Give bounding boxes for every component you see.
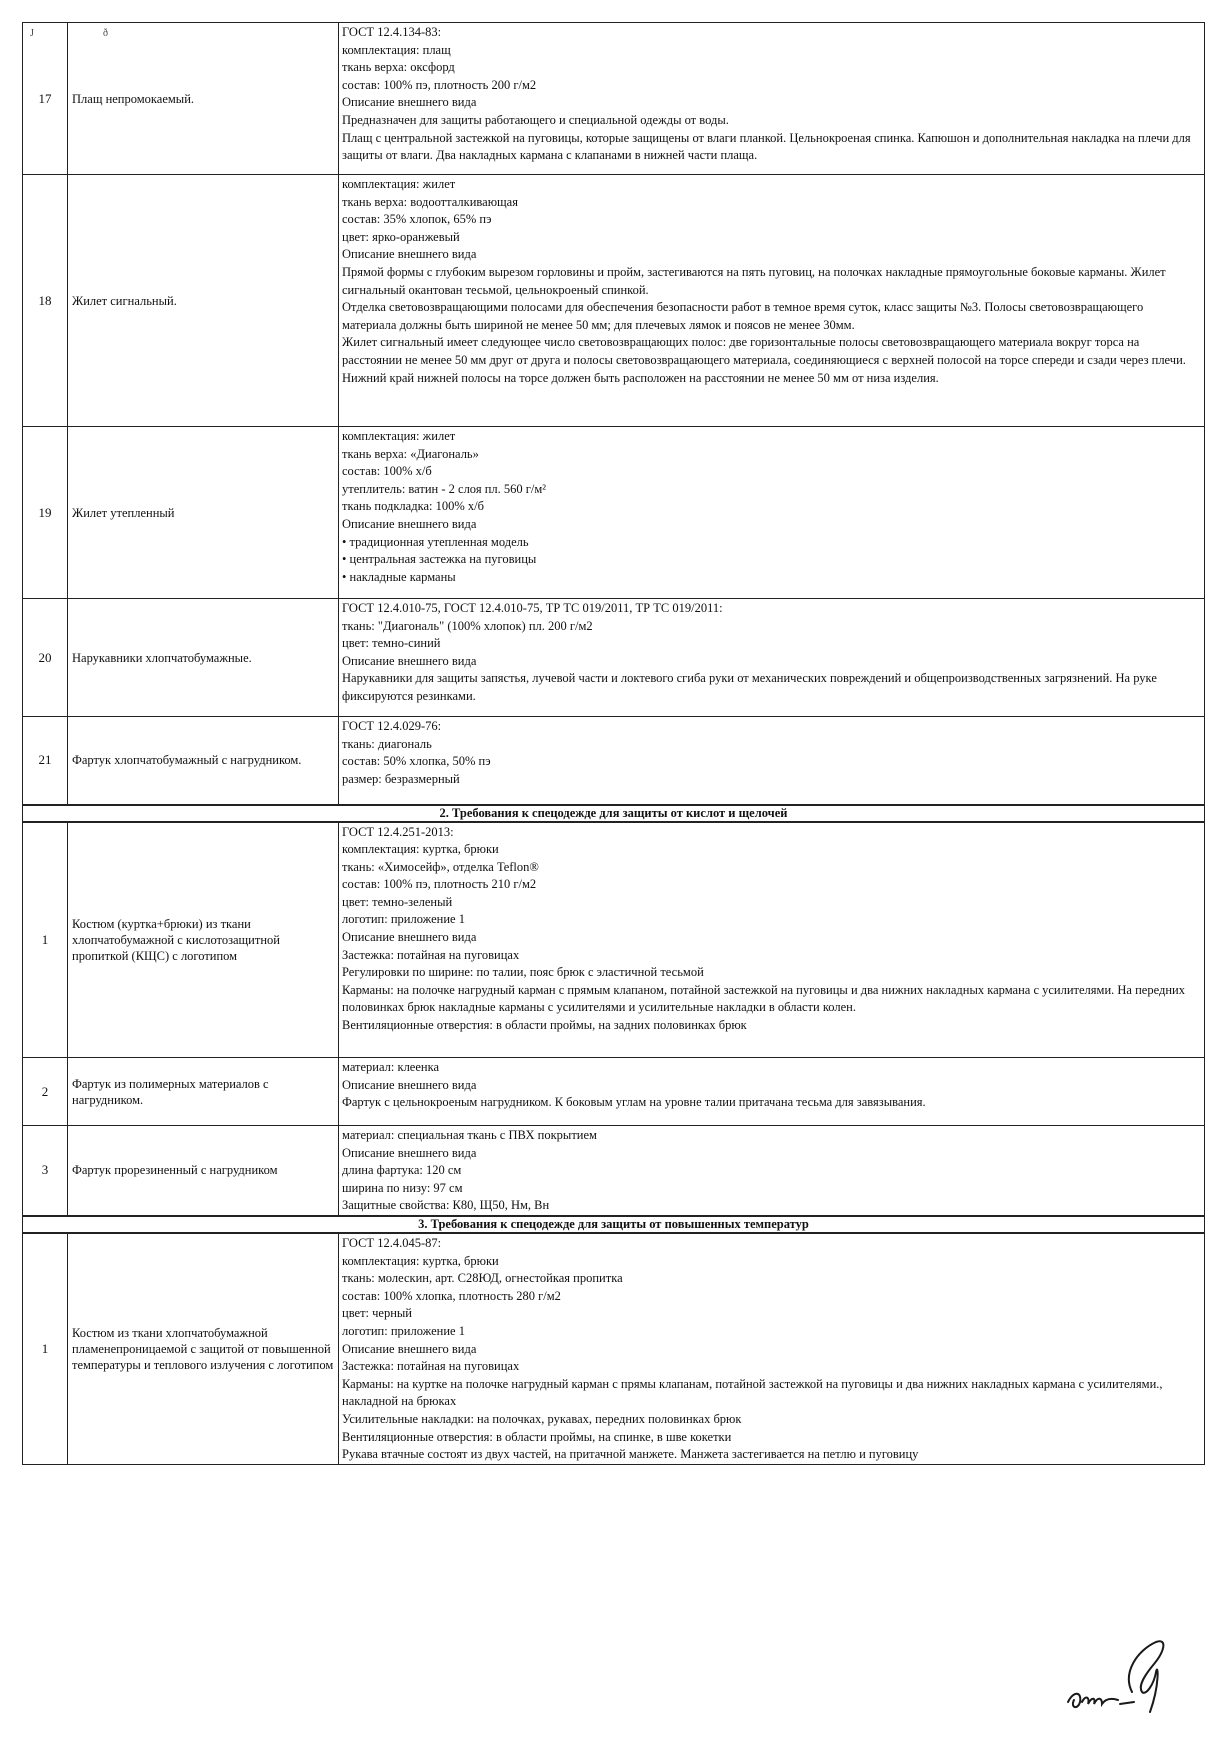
description-line: ширина по низу: 97 см (342, 1180, 463, 1195)
item-number: 3 (23, 1126, 68, 1216)
description-line: ГОСТ 12.4.134-83: (342, 25, 442, 39)
item-description (339, 175, 1205, 427)
description-line: материал: специальная ткань с ПВХ покрытием (342, 1128, 597, 1142)
table-row (23, 1233, 1205, 1464)
description-line: длина фартука: 120 см (342, 1163, 462, 1178)
section-title: 3. Требования к спецодежде для защиты от повышенных температур (23, 1216, 1205, 1233)
description-line: • накладные карманы (342, 569, 456, 584)
description-line: ткань верха: «Диагональ» (342, 446, 479, 461)
description-line: Усилительные накладки: на полочках, рукавах, передних половинках брюк (342, 1411, 742, 1426)
item-number: 17 (23, 23, 68, 175)
item-description (339, 1126, 1205, 1216)
description-line: Вентиляционные отверстия: в области проймы, на спинке, в шве кокетки (342, 1429, 732, 1444)
table-row (23, 822, 1205, 1058)
description-line: Описание внешнего вида (342, 1341, 477, 1356)
description-line: Вентиляционные отверстия: в области проймы, на задних половинках брюк (342, 1018, 747, 1033)
item-name: Плащ непромокаемый. (68, 23, 339, 175)
description-line: ткань: молескин, арт. С28ЮД, огнестойкая пропитка (342, 1271, 623, 1286)
item-name: Фартук прорезиненный с нагрудником (68, 1126, 339, 1216)
corner-mark: ð (103, 28, 108, 39)
description-line: ткань верха: водоотталкивающая (342, 194, 518, 209)
description-line: состав: 100% пэ, плотность 210 г/м2 (342, 877, 537, 892)
description-line: комплектация: плащ (342, 42, 451, 57)
description-line: размер: безразмерный (342, 771, 460, 786)
description-line: Описание внешнего вида (342, 516, 477, 531)
description-line: Застежка: потайная на пуговицах (342, 1359, 520, 1374)
description-line: ткань подкладка: 100% х/б (342, 499, 484, 514)
description-line: Описание внешнего вида (342, 1145, 477, 1160)
description-line: цвет: ярко-оранжевый (342, 229, 460, 244)
description-line: Регулировки по ширине: по талии, пояс брюк с эластичной тесьмой (342, 965, 704, 980)
description-line: Описание внешнего вида (342, 95, 477, 110)
description-line: Описание внешнего вида (342, 1077, 477, 1092)
item-description (339, 599, 1205, 717)
description-line: Фартук с цельнокроеным нагрудником. К боковым углам на уровне талии притачана тесьма для завязывания. (342, 1095, 926, 1110)
description-line: ГОСТ 12.4.010-75, ГОСТ 12.4.010-75, ТР ТС 019/2011, ТР ТС 019/2011: (342, 601, 723, 615)
description-line: ткань верха: оксфорд (342, 60, 455, 75)
description-line: комплектация: куртка, брюки (342, 1253, 499, 1268)
description-line: Прямой формы с глубоким вырезом горловины и пройм, застегиваются на пять пуговиц, на полочках накладные прямоугольные боковые карманы. Жилет сигнальный окантован тесьмой, цельнокроеный спинкой. (342, 264, 1166, 297)
requirements-table (22, 22, 1205, 1465)
table-row (23, 427, 1205, 599)
item-name: Костюм (куртка+брюки) из ткани хлопчатобумажной с кислотозащитной пропиткой (КЩС) с логотипом (68, 822, 339, 1058)
description-line: комплектация: жилет (342, 177, 456, 191)
description-line: Карманы: на полочке нагрудный карман с прямым клапаном, потайной застежкой на пуговицы и два нижних накладных кармана с усилителями. На передних половинках брюк накладные карманы с усилителями и усилительные накладки в области колен. (342, 982, 1185, 1015)
description-line: ткань: диагональ (342, 736, 432, 751)
item-name: Фартук хлопчатобумажный с нагрудником. (68, 717, 339, 805)
description-line: цвет: черный (342, 1306, 412, 1321)
section-header-row (23, 805, 1205, 822)
item-number: 1 (23, 1233, 68, 1464)
description-line: ГОСТ 12.4.045-87: (342, 1235, 442, 1250)
table-row (23, 23, 1205, 175)
item-number: 20 (23, 599, 68, 717)
item-name: Костюм из ткани хлопчатобумажной пламенепроницаемой с защитой от повышенной температуры и теплового излучения с логотипом (68, 1233, 339, 1464)
description-line: ГОСТ 12.4.029-76: (342, 719, 442, 733)
description-line: комплектация: жилет (342, 429, 456, 443)
description-line: Отделка световозвращающими полосами для обеспечения безопасности работ в темное время суток, класс защиты №3. Полосы световозвращающего материала должны быть шириной не менее 50 мм; для плечевых лямок и поясов не менее 30мм. (342, 300, 1144, 332)
description-line: ткань: "Диагональ" (100% хлопок) пл. 200 г/м2 (342, 618, 593, 633)
description-line: Описание внешнего вида (342, 930, 477, 945)
description-line: ГОСТ 12.4.251-2013: (342, 824, 454, 839)
description-line: утеплитель: ватин - 2 слоя пл. 560 г/м² (342, 481, 546, 496)
description-line: комплектация: куртка, брюки (342, 842, 499, 857)
description-line: цвет: темно-синий (342, 636, 441, 651)
description-line: Предназначен для защиты работающего и специальной одежды от воды. (342, 112, 729, 127)
description-line: материал: клеенка (342, 1060, 440, 1074)
item-number: 19 (23, 427, 68, 599)
item-number: 1 (23, 822, 68, 1058)
item-description (339, 1058, 1205, 1126)
item-number: 18 (23, 175, 68, 427)
item-description (339, 23, 1205, 175)
description-line: Защитные свойства: К80, Щ50, Нм, Вн (342, 1198, 550, 1213)
description-line: Описание внешнего вида (342, 653, 477, 668)
item-name: Жилет утепленный (68, 427, 339, 599)
section-header-row (23, 1216, 1205, 1233)
item-name: Нарукавники хлопчатобумажные. (68, 599, 339, 717)
description-line: • центральная застежка на пуговицы (342, 552, 537, 567)
item-description (339, 427, 1205, 599)
table-row (23, 717, 1205, 805)
table-row (23, 1126, 1205, 1216)
item-description (339, 717, 1205, 805)
description-line: Застежка: потайная на пуговицах (342, 947, 520, 962)
item-name: Фартук из полимерных материалов с нагрудником. (68, 1058, 339, 1126)
description-line: • традиционная утепленная модель (342, 534, 529, 549)
item-number: 21 (23, 717, 68, 805)
item-name: Жилет сигнальный. (68, 175, 339, 427)
description-line: Описание внешнего вида (342, 247, 477, 262)
section-title: 2. Требования к спецодежде для защиты от кислот и щелочей (23, 805, 1205, 822)
description-line: состав: 35% хлопок, 65% пэ (342, 212, 492, 227)
description-line: состав: 100% хлопка, плотность 280 г/м2 (342, 1288, 561, 1303)
corner-mark: J (30, 28, 34, 39)
description-line: состав: 100% пэ, плотность 200 г/м2 (342, 77, 537, 92)
description-line: Плащ с центральной застежкой на пуговицы, которые защищены от влаги планкой. Цельнокроеная спинка. Капюшон и дополнительная накладка на плечи для защиты от влаги. Два накладных кармана с клапанами в нижней части плаща. (342, 130, 1191, 163)
description-line: состав: 100% х/б (342, 464, 432, 479)
table-row (23, 175, 1205, 427)
description-line: Карманы: на куртке на полочке нагрудный карман с прямы клапанам, потайной застежкой на пуговицы и два нижних накладных кармана с усилителями., накладной на брюках (342, 1376, 1163, 1409)
description-line: ткань: «Химосейф», отделка Teflon® (342, 859, 539, 874)
item-description (339, 1233, 1205, 1464)
table-row (23, 1058, 1205, 1126)
description-line: Рукава втачные состоят из двух частей, на притачной манжете. Манжета застегивается на петлю и пуговицу (342, 1447, 919, 1462)
handwritten-signature (1060, 1632, 1200, 1717)
description-line: состав: 50% хлопка, 50% пэ (342, 754, 491, 769)
table-row (23, 599, 1205, 717)
item-description (339, 822, 1205, 1058)
description-line: Жилет сигнальный имеет следующее число световозвращающих полос: две горизонтальные полосы световозвращающего материала вокруг торса на расстоянии не менее 50 мм друг от друга и полосы световозвращающего материала, соединяющиеся с верхней полосой на торсе спереди и сзади через плечи. Нижний край нижней полосы на торсе должен быть расположен на расстоянии не менее 50 мм от низа изделия. (342, 335, 1186, 385)
description-line: логотип: приложение 1 (342, 1323, 465, 1338)
item-number: 2 (23, 1058, 68, 1126)
description-line: логотип: приложение 1 (342, 912, 465, 927)
description-line: Нарукавники для защиты запястья, лучевой части и локтевого сгиба руки от механических повреждений и общепроизводственных загрязнений. На руке фиксируются резинками. (342, 671, 1157, 703)
description-line: цвет: темно-зеленый (342, 894, 453, 909)
